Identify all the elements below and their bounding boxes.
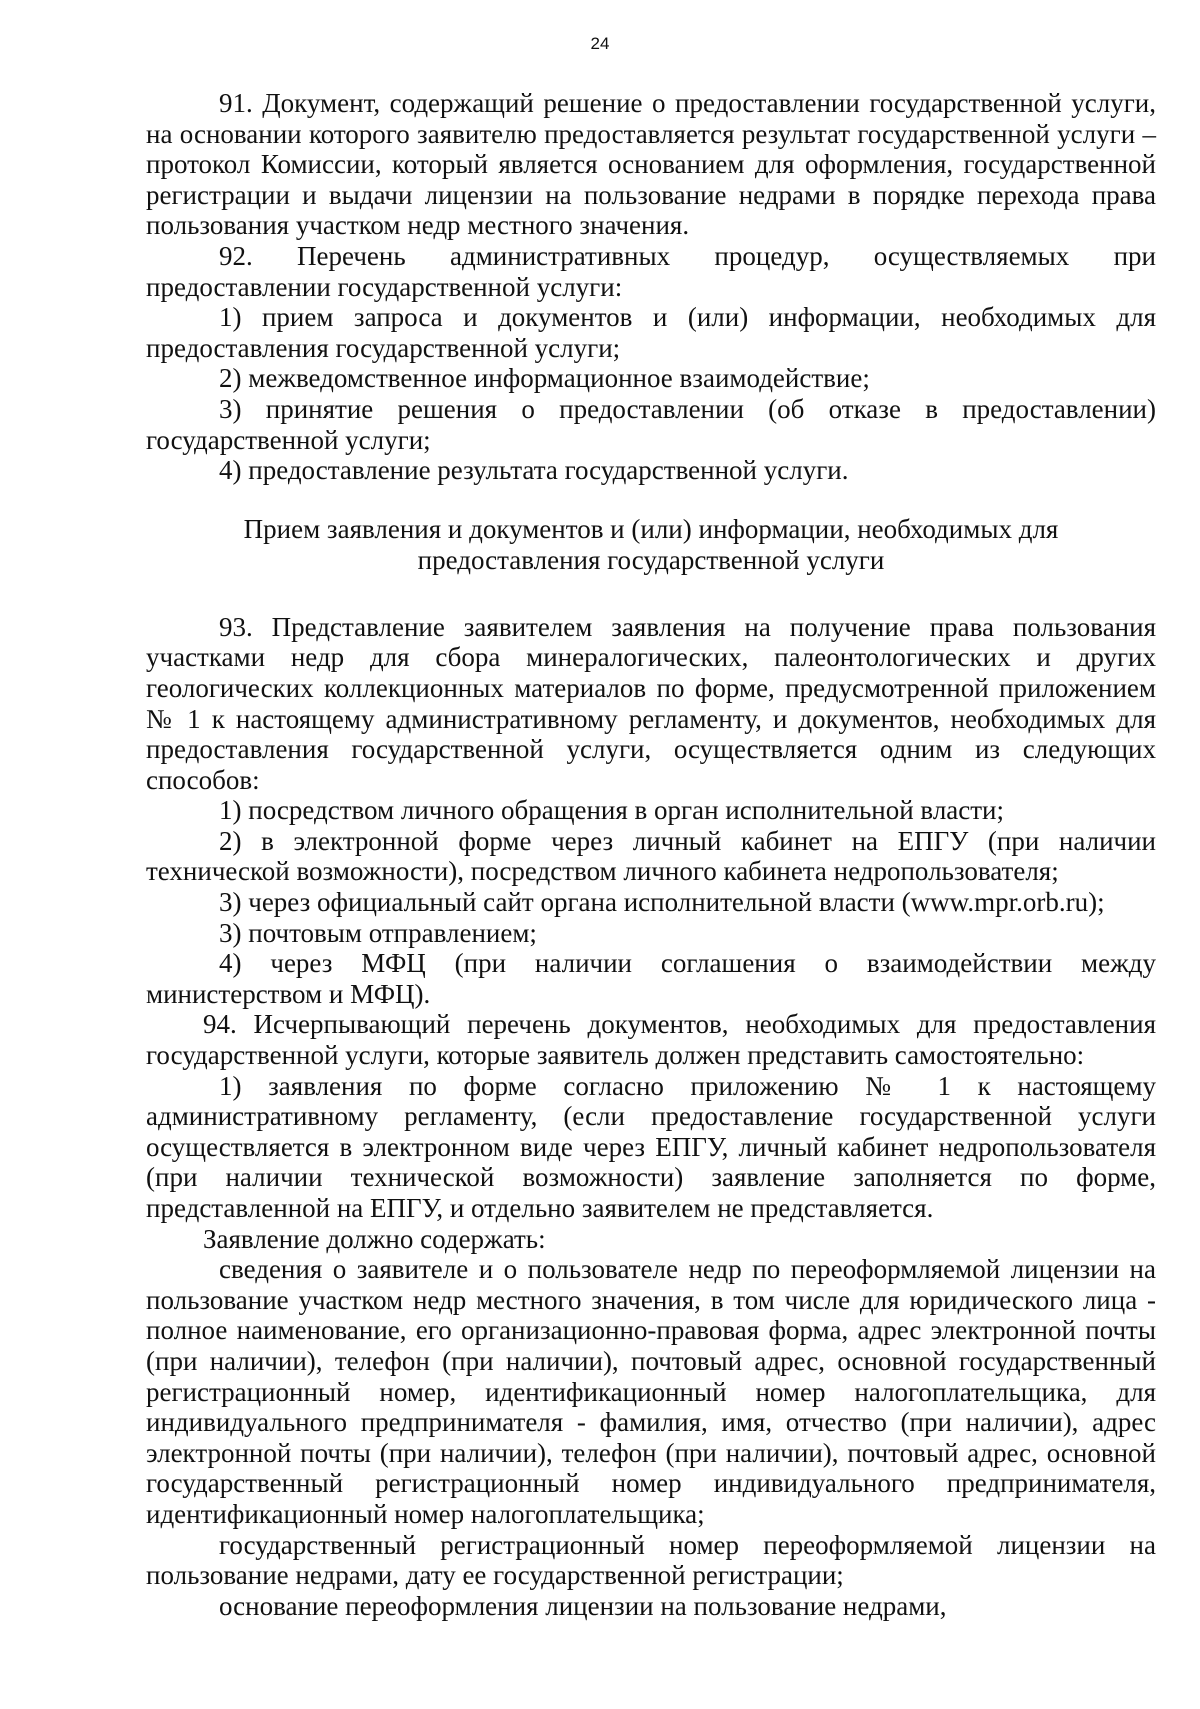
page-number: 24	[590, 34, 610, 53]
document-body	[146, 88, 1156, 1621]
statement-item: сведения о заявителе и о пользователе недр по переоформляемой лицензии на пользование участком недр местного значения, в том числе для юридического лица - полное наименование, его организационно-правовая форма, адрес электронной почты (при наличии), телефон (при наличии), почтовый адрес, основной государственный регистрационный номер, идентификационный номер налогоплательщика, для индивидуального предпринимателя - фамилия, имя, отчество (при наличии), адрес электронной почты (при наличии), телефон (при наличии), почтовый адрес, основной государственный регистрационный номер индивидуального предпринимателя, идентификационный номер налогоплательщика;	[146, 1254, 1156, 1529]
paragraph-91: 91. Документ, содержащий решение о предоставлении государственной услуги, на основании которого заявителю предоставляется результат государственной услуги – протокол Комиссии, который является основанием для оформления, государственной регистрации и выдачи лицензии на пользование недрами в порядке перехода права пользования участком недр местного значения.	[146, 88, 1156, 241]
list-item: 2) в электронной форме через личный кабинет на ЕПГУ (при наличии технической возможности), посредством личного кабинета недропользователя;	[146, 825, 1156, 887]
list-item: 3) почтовым отправлением;	[219, 917, 537, 948]
section-heading: Прием заявления и документов и (или) информации, необходимых для предоставления государственной услуги	[243, 513, 1059, 575]
paragraph-93: 93. Представление заявителем заявления на получение права пользования участками недр для сбора минералогических, палеонтологических и других геологических коллекционных материалов по форме, предусмотренной приложением № 1 к настоящему административному регламенту, и документов, необходимых для предоставления государственной услуги, осуществляется одним из следующих способов:	[146, 611, 1156, 795]
statement-item: основание переоформления лицензии на пользование недрами,	[219, 1590, 947, 1621]
list-item: 4) предоставление результата государственной услуги.	[219, 455, 849, 486]
list-item: 4) через МФЦ (при наличии соглашения о взаимодействии между министерством и МФЦ).	[146, 948, 1156, 1009]
list-item: 3) принятие решения о предоставлении (об отказе в предоставлении) государственной услуги;	[146, 393, 1156, 455]
list-item: 1) заявления по форме согласно приложению № 1 к настоящему административному регламенту, (если предоставление государственной услуги осуществляется в электронном виде через ЕПГУ, личный кабинет недропользователя (при наличии технической возможности) заявление заполняется по форме, представленной на ЕПГУ, и отдельно заявителем не представляется.	[146, 1070, 1156, 1223]
statement-intro: Заявление должно содержать:	[203, 1223, 546, 1254]
paragraph-92: 92. Перечень административных процедур, осуществляемых при предоставлении государственной услуги:	[146, 240, 1156, 302]
list-item: 3) через официальный сайт органа исполнительной власти (www.mpr.orb.ru);	[219, 887, 1105, 918]
list-item: 1) прием запроса и документов и (или) информации, необходимых для предоставления государственной услуги;	[146, 302, 1156, 363]
paragraph-94: 94. Исчерпывающий перечень документов, необходимых для предоставления государственной услуги, которые заявитель должен представить самостоятельно:	[146, 1009, 1156, 1071]
list-item: 1) посредством личного обращения в орган исполнительной власти;	[219, 795, 1005, 826]
list-item: 2) межведомственное информационное взаимодействие;	[219, 363, 870, 394]
statement-item: государственный регистрационный номер переоформляемой лицензии на пользование недрами, дату ее государственной регистрации;	[146, 1529, 1156, 1591]
